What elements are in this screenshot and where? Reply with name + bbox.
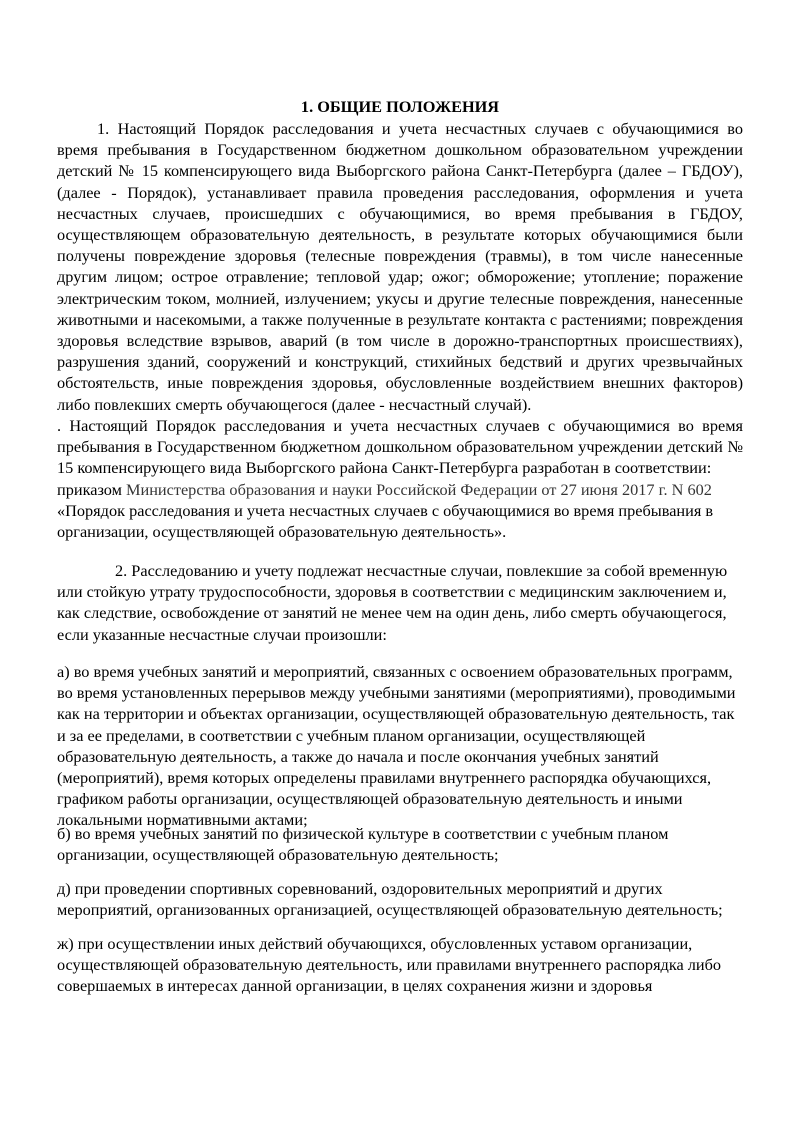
order-title: «Порядок расследования и учета несчастных случаев с обучающимися во время пребывания в организации, осуществляющей образовательную деятельность». [57,500,714,542]
order-reference [57,479,743,500]
order-prefix: приказом [57,479,126,499]
order-ministry-link[interactable]: Министерства образования и науки Российской Федерации от 27 июня 2017 г. N 602 [126,479,712,499]
paragraph-1: 1. Настоящий Порядок расследования и учета несчастных случаев с обучающимися во время пребывания в Государственном бюджетном дошкольном образовательном учреждении детский № 15 компенсирующего вида Выборгского района Санкт-Петербурга (далее – ГБДОУ), (далее - Порядок), устанавливает правила проведения расследования, оформления и учета несчастных случаев, происшедших с обучающимися, во время пребывания в ГБДОУ, осуществляющем образовательную деятельность, в результате которых обучающимися были получены повреждение здоровья (телесные повреждения (травмы), в том числе нанесенные другим лицом; острое отравление; тепловой удар; ожог; обморожение; утопление; поражение электрическим током, молнией, излучением; укусы и другие телесные повреждения, нанесенные животными и насекомыми, а также полученные в результате контакта с растениями; повреждения здоровья вследствие взрывов, аварий (в том числе в дорожно-транспортных происшествиях), разрушения зданий, сооружений и конструкций, стихийных бедствий и других чрезвычайных обстоятельств, иные повреждения здоровья, обусловленные воздействием внешних факторов) либо повлекших смерть обучающегося (далее - несчастный случай). [57,119,743,414]
list-item-a: а) во время учебных занятий и мероприятий, связанных с освоением образовательных программ, во время установленных перерывов между учебными занятиями (мероприятиями), проводимыми как на территории и объектах организации, осуществляющей образовательную деятельность, так и за ее пределами, в соответствии с учебным планом организации, осуществляющей образовательную деятельность, а также до начала и после окончания учебных занятий (мероприятий), время которых определены правилами внутреннего распорядка обучающихся, графиком работы организации, осуществляющей образовательную деятельность и иными локальными нормативными актами; [57,662,736,830]
list-item-d: д) при проведении спортивных соревнований, оздоровительных мероприятий и других мероприятий, организованных организацией, осуществляющей образовательную деятельность; [57,879,723,920]
section-heading: 1. ОБЩИЕ ПОЛОЖЕНИЯ [300,97,500,116]
list-item-zh: ж) при осуществлении иных действий обучающихся, обусловленных уставом организации, осуществляющей образовательную деятельность, или правилами внутреннего распорядка либо совершаемых в интересах данной организации, в целях сохранения жизни и здоровья [57,934,722,996]
paragraph-basis [57,415,743,542]
list-item-b: б) во время учебных занятий по физической культуре в соответствии с учебным планом организации, осуществляющей образовательную деятельность; [57,824,669,865]
paragraph-basis-intro: . Настоящий Порядок расследования и учета несчастных случаев с обучающимися во время пребывания в Государственном бюджетном дошкольном образовательном учреждении детский № 15 компенсирующего вида Выборгского района Санкт-Петербурга разработан в соответствии: [57,416,743,478]
paragraph-2: 2. Расследованию и учету подлежат несчастные случаи, повлекшие за собой временную или стойкую утрату трудоспособности, здоровья в соответствии с медицинским заключением и, как следствие, освобождение от занятий не менее чем на один день, либо смерть обучающегося, если указанные несчастные случаи произошли: [57,561,728,644]
